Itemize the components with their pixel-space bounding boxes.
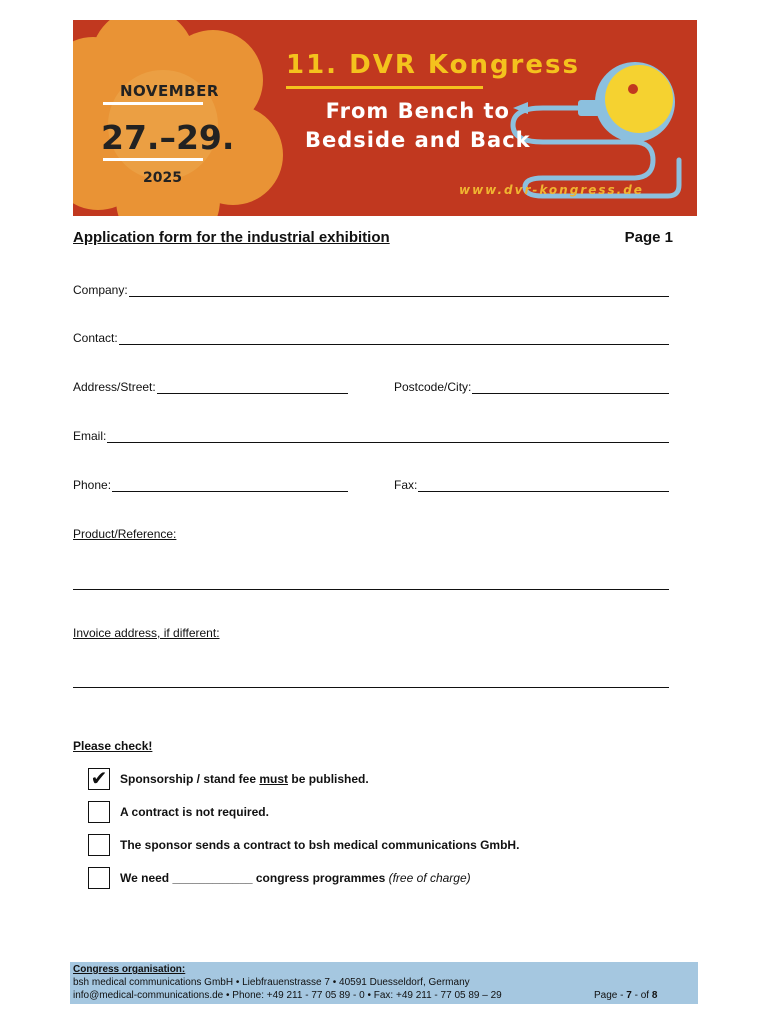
footer-page-number (594, 990, 657, 1001)
banner-subtitle-line2: Bedside and Back (305, 128, 531, 152)
phone-label: Phone: (73, 478, 112, 492)
check-label-part: be published. (288, 772, 369, 786)
check-label-part: Sponsorship / stand fee (120, 772, 260, 786)
invoice-label: Invoice address, if different: (73, 626, 220, 640)
banner-subtitle-line1: From Bench to (325, 99, 510, 123)
email-line[interactable] (107, 430, 669, 443)
fax-line[interactable] (418, 479, 669, 492)
checkbox-sponsorship[interactable] (88, 768, 110, 790)
banner-year: 2025 (143, 170, 182, 186)
invoice-line[interactable] (73, 687, 669, 688)
invoice-label-row (73, 626, 220, 640)
postcode-field[interactable] (394, 380, 669, 394)
cell-inner (605, 65, 673, 133)
postcode-line[interactable] (472, 381, 669, 394)
contact-field[interactable] (73, 331, 669, 345)
email-field[interactable] (73, 429, 669, 443)
company-line[interactable] (129, 284, 669, 297)
page-num: 7 (626, 990, 632, 1001)
check-row-no-contract[interactable] (88, 800, 269, 824)
check-label-note: (free of charge) (388, 871, 471, 885)
check-mark-icon: ✔ (90, 768, 108, 790)
title-underline (286, 86, 483, 89)
congress-banner (73, 20, 697, 216)
checkbox-programmes[interactable] (88, 867, 110, 889)
checkbox-sponsor-contract[interactable] (88, 834, 110, 856)
check-label-part: We need ____________ congress programmes (120, 871, 389, 885)
fax-field[interactable] (394, 478, 669, 492)
check-label-sponsor-contract: The sponsor sends a contract to bsh medical communications GmbH. (120, 838, 520, 852)
footer-title: Congress organisation: (73, 964, 186, 975)
footer (70, 962, 698, 1004)
address-field[interactable] (73, 380, 348, 394)
address-line[interactable] (157, 381, 348, 394)
form-title: Application form for the industrial exhibition (73, 229, 390, 246)
banner-website: www.dvr-kongress.de (459, 183, 644, 197)
dates-underline (103, 158, 203, 161)
address-label: Address/Street: (73, 380, 156, 394)
month-underline (103, 102, 203, 105)
check-label-emphasis: must (259, 772, 289, 786)
banner-subtitle (305, 97, 531, 155)
product-line[interactable] (73, 589, 669, 590)
check-label-programmes (120, 871, 471, 885)
banner-month: NOVEMBER (120, 82, 219, 100)
phone-line[interactable] (112, 479, 348, 492)
phone-field[interactable] (73, 478, 348, 492)
form-heading (73, 229, 673, 251)
page-total: 8 (651, 990, 658, 1001)
check-label-no-contract: A contract is not required. (120, 805, 269, 819)
product-label-row (73, 527, 176, 541)
check-row-programmes[interactable] (88, 866, 471, 890)
checklist-title: Please check! (73, 739, 153, 753)
footer-contact: info@medical-communications.de • Phone: +49 211 - 77 05 89 - 0 • Fax: +49 211 - 77 05 89 – 29 (73, 990, 502, 1001)
email-label: Email: (73, 429, 107, 443)
banner-title: 11. DVR Kongress (286, 50, 580, 80)
company-label: Company: (73, 283, 128, 297)
page-mid: - of (631, 990, 652, 1001)
checkbox-no-contract[interactable] (88, 801, 110, 823)
check-label-sponsorship (120, 772, 369, 786)
check-row-sponsorship[interactable] (88, 767, 369, 791)
postcode-label: Postcode/City: (394, 380, 472, 394)
contact-line[interactable] (119, 332, 669, 345)
company-field[interactable] (73, 283, 669, 297)
banner-dates: 27.–29. (101, 118, 235, 157)
fax-label: Fax: (394, 478, 418, 492)
page-prefix: Page - (594, 990, 627, 1001)
footer-address: bsh medical communications GmbH • Liebfrauenstrasse 7 • 40591 Duesseldorf, Germany (73, 977, 470, 988)
contact-label: Contact: (73, 331, 118, 345)
product-label: Product/Reference: (73, 527, 177, 541)
check-row-sponsor-contract[interactable] (88, 833, 519, 857)
cell-nucleus (628, 84, 638, 94)
page-label: Page 1 (624, 229, 673, 246)
